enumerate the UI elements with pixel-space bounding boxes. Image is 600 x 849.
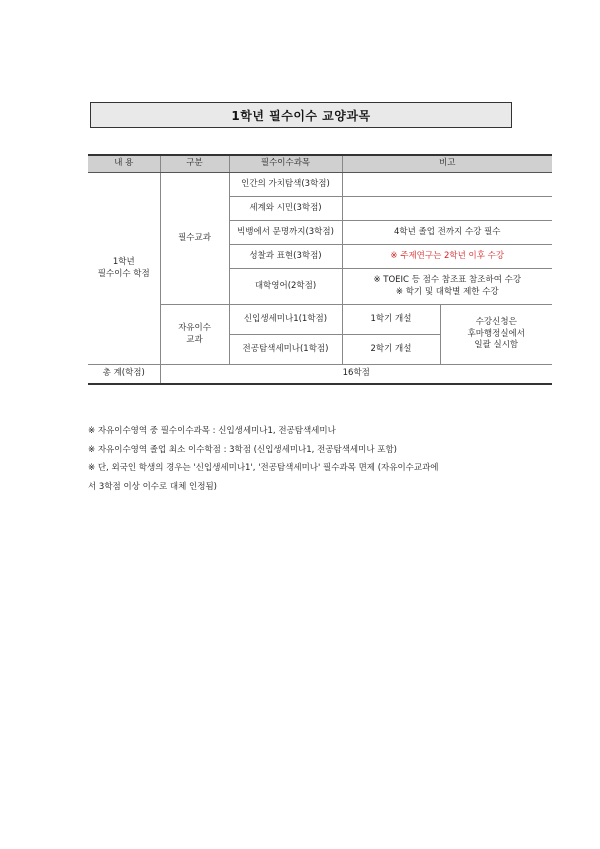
course-name: 인간의 가치탐색(3학점) xyxy=(229,173,342,197)
course-name: 세계와 시민(3학점) xyxy=(229,197,342,221)
footnote: ※ 자유이수영역 중 필수이수과목 : 신입생세미나1, 전공탐색세미나 xyxy=(88,426,336,436)
footnote: ※ 단, 외국인 학생의 경우는 '신입생세미나1', '전공탐색세미나' 필수과목 면제 (자유이수교과에 xyxy=(88,463,439,473)
course-name: 빅뱅에서 문명까지(3학점) xyxy=(229,221,342,245)
total-label: 총 계(학점) xyxy=(88,365,160,385)
course-remark-warning: ※ 주제연구는 2학년 이후 수강 xyxy=(342,245,552,269)
remark-line: ※ 학기 및 대학별 제한 수강 xyxy=(395,286,499,297)
table-header-row xyxy=(88,155,552,173)
course-remark: 4학년 졸업 전까지 수강 필수 xyxy=(342,221,552,245)
required-courses-table xyxy=(88,154,552,385)
total-row xyxy=(88,365,552,385)
course-name: 신입생세미나1(1학점) xyxy=(229,305,342,335)
free-course-remark: 수강신청은 후마행정실에서 일괄 실시함 xyxy=(440,305,552,365)
course-semester: 1학기 개설 xyxy=(342,305,440,335)
header-remark: 비고 xyxy=(342,155,552,173)
footnote: ※ 자유이수영역 졸업 최소 이수학점 : 3학점 (신입생세미나1, 전공탐색세미나 포함) xyxy=(88,444,397,455)
remark-line: ※ TOEIC 등 점수 참조표 참조하여 수강 xyxy=(373,275,522,286)
table-row xyxy=(88,173,552,197)
course-remark xyxy=(342,269,552,305)
course-name: 성찰과 표현(3학점) xyxy=(229,245,342,269)
category-free: 자유이수 교과 xyxy=(160,305,229,365)
footnote: 서 3학점 이상 이수로 대체 인정됨) xyxy=(88,481,217,492)
course-remark xyxy=(342,197,552,221)
course-name: 대학영어(2학점) xyxy=(229,269,342,305)
page-title: 1학년 필수이수 교양과목 xyxy=(90,102,512,128)
header-course: 필수이수과목 xyxy=(229,155,342,173)
course-name: 전공탐색세미나(1학점) xyxy=(229,335,342,365)
row-group-label: 1학년 필수이수 학점 xyxy=(88,173,160,365)
total-value: 16학점 xyxy=(160,365,552,385)
header-category: 구분 xyxy=(160,155,229,173)
footnotes xyxy=(88,422,508,496)
header-content: 내 용 xyxy=(88,155,160,173)
course-semester: 2학기 개설 xyxy=(342,335,440,365)
category-required: 필수교과 xyxy=(160,173,229,305)
course-remark xyxy=(342,173,552,197)
